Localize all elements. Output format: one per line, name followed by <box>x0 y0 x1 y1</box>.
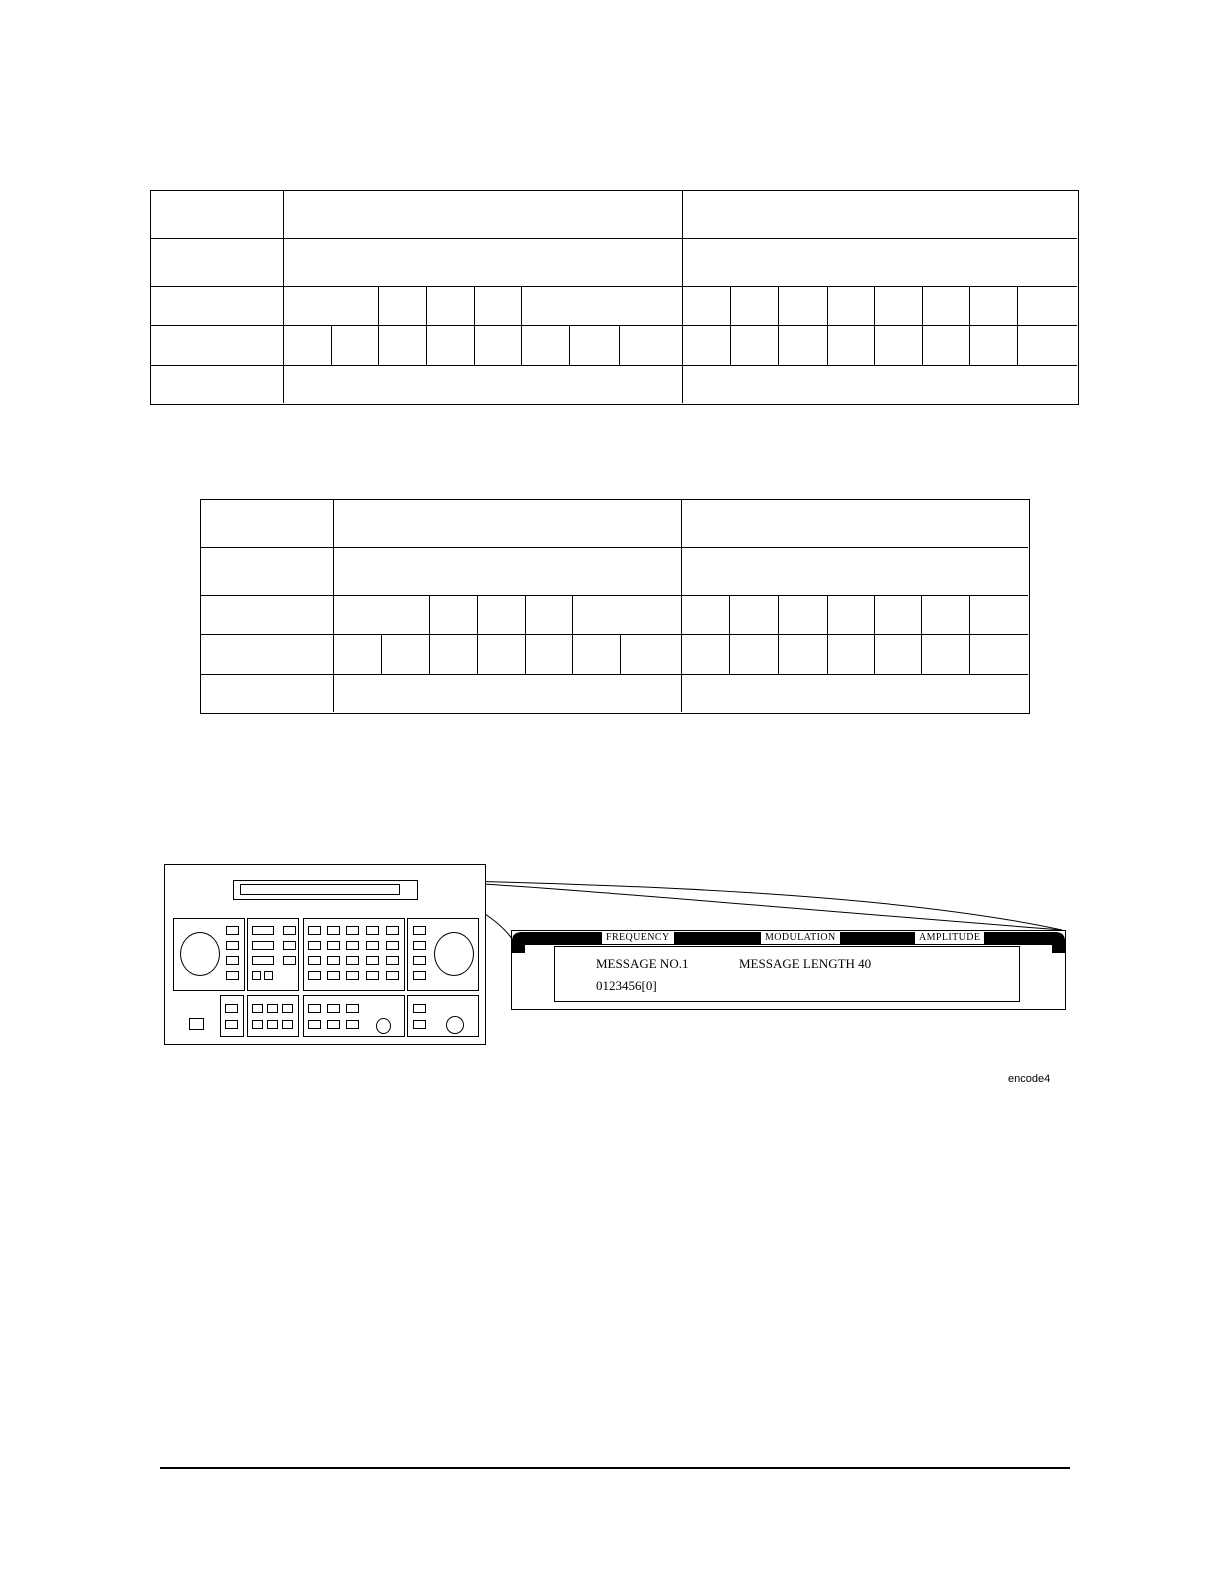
panel-key <box>386 941 399 950</box>
panel-key <box>346 956 359 965</box>
figure-id: encode4 <box>1008 1073 1051 1085</box>
frequency-label: FREQUENCY <box>602 932 674 944</box>
display-screen <box>554 946 1020 1002</box>
panel-key <box>283 956 296 965</box>
panel-key <box>346 926 359 935</box>
panel-key <box>252 1020 263 1029</box>
panel-key <box>308 971 321 980</box>
panel-key <box>327 956 340 965</box>
panel-key <box>225 1004 238 1013</box>
connector-icon <box>376 1018 391 1034</box>
amplitude-label: AMPLITUDE <box>915 932 984 944</box>
panel-key <box>225 1020 238 1029</box>
panel-key <box>264 971 273 980</box>
message-length-text: MESSAGE LENGTH 40 <box>739 956 872 971</box>
panel-key <box>252 926 274 935</box>
panel-key <box>327 1020 340 1029</box>
panel-key <box>346 1020 359 1029</box>
magnified-display <box>511 930 1066 1010</box>
panel-key <box>366 971 379 980</box>
panel-key <box>226 971 239 980</box>
panel-display-screen <box>240 884 400 895</box>
keypad-module <box>303 918 405 991</box>
panel-key <box>226 956 239 965</box>
panel-key <box>327 1004 340 1013</box>
panel-key <box>386 956 399 965</box>
modulation-label: MODULATION <box>761 932 840 944</box>
lower-key-module <box>303 995 405 1037</box>
panel-key <box>282 1020 293 1029</box>
function-key-module <box>247 918 299 991</box>
panel-key <box>252 971 261 980</box>
message-data-text: 0123456[0] <box>596 978 657 993</box>
panel-key <box>386 971 399 980</box>
panel-key <box>226 926 239 935</box>
panel-key <box>283 941 296 950</box>
panel-key <box>366 956 379 965</box>
footer-rule <box>160 1467 1070 1469</box>
panel-key <box>267 1020 278 1029</box>
panel-key <box>413 926 426 935</box>
panel-key <box>386 926 399 935</box>
panel-key <box>413 1020 426 1029</box>
panel-key <box>267 1004 278 1013</box>
lower-key-module <box>407 995 479 1037</box>
panel-key <box>327 941 340 950</box>
message-number-text: MESSAGE NO.1 <box>596 956 689 971</box>
panel-key <box>308 941 321 950</box>
connector-icon <box>446 1016 464 1034</box>
panel-key <box>252 941 274 950</box>
amplitude-knob-module <box>407 918 479 991</box>
panel-key <box>346 1004 359 1013</box>
panel-key <box>252 956 274 965</box>
lower-key-module <box>247 995 299 1037</box>
panel-key <box>283 926 296 935</box>
panel-key <box>413 971 426 980</box>
panel-key <box>327 971 340 980</box>
panel-key <box>413 1004 426 1013</box>
lower-key-module <box>220 995 244 1037</box>
panel-key <box>308 926 321 935</box>
panel-key <box>308 956 321 965</box>
power-switch-icon <box>189 1018 204 1030</box>
panel-key <box>413 956 426 965</box>
panel-key <box>308 1020 321 1029</box>
panel-key <box>366 926 379 935</box>
panel-key <box>252 1004 263 1013</box>
signal-generator-front-panel <box>164 864 486 1045</box>
frequency-knob-icon <box>180 932 220 976</box>
panel-key <box>346 941 359 950</box>
panel-key <box>327 926 340 935</box>
panel-key <box>226 941 239 950</box>
frequency-knob-module <box>173 918 245 991</box>
display-header-labels <box>512 932 1065 944</box>
panel-display-window <box>233 880 418 900</box>
panel-key <box>413 941 426 950</box>
panel-key <box>308 1004 321 1013</box>
panel-key <box>366 941 379 950</box>
panel-key <box>346 971 359 980</box>
panel-key <box>282 1004 293 1013</box>
amplitude-knob-icon <box>434 932 474 976</box>
